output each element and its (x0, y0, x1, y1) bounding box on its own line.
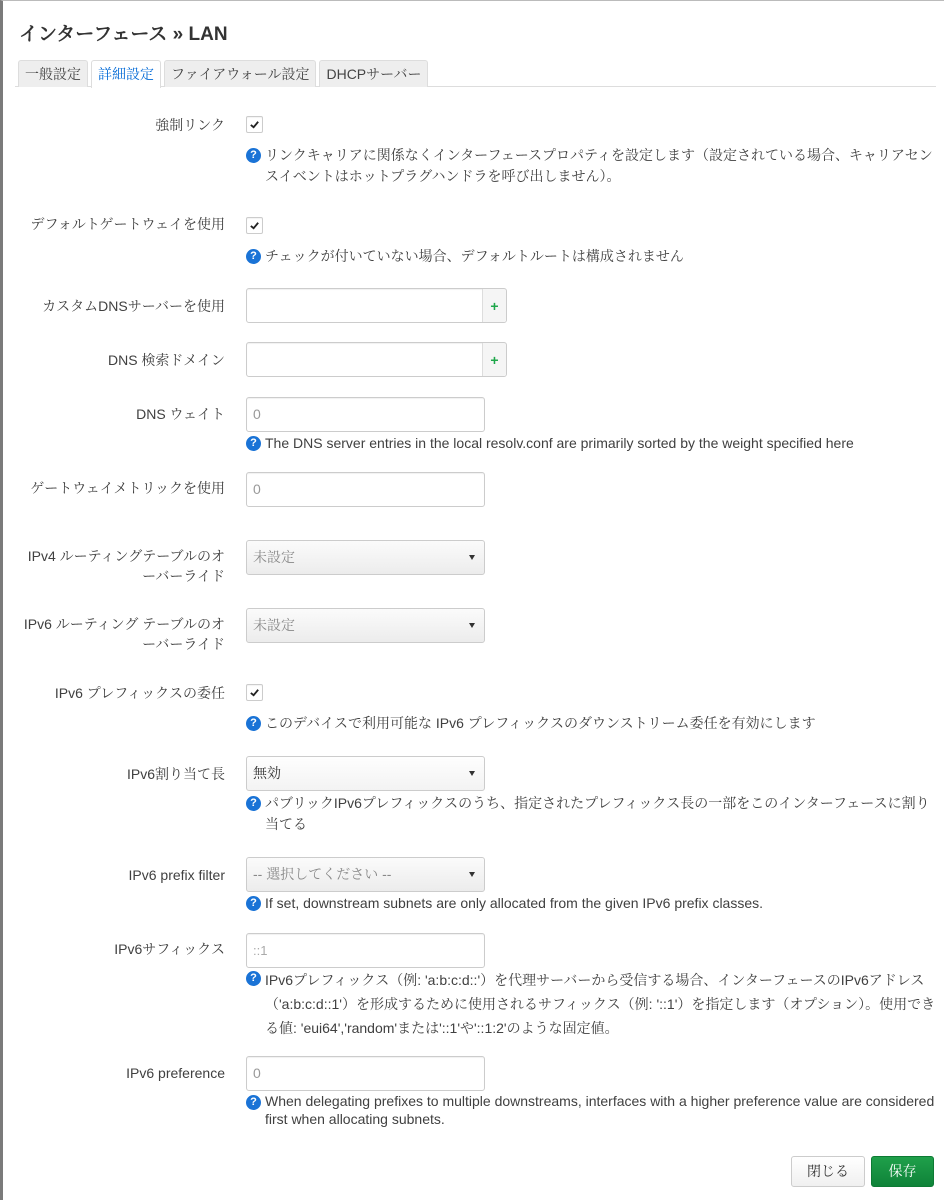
help-icon: ? (246, 796, 261, 811)
help-icon: ? (246, 436, 261, 451)
dns-search-input[interactable] (247, 343, 482, 376)
checkmark-icon (249, 220, 260, 231)
ipv4-table-select[interactable]: 未設定 (246, 540, 485, 575)
default-gateway-help: ? チェックが付いていない場合、デフォルトルートは構成されません (246, 246, 936, 267)
plus-icon: + (490, 351, 499, 368)
help-icon: ? (246, 1095, 261, 1110)
custom-dns-list (246, 288, 507, 323)
custom-dns-label: カスタムDNSサーバーを使用 (42, 298, 225, 314)
ipv6-table-select[interactable]: 未設定 (246, 608, 485, 643)
ipv6-prefix-filter-help: ? If set, downstream subnets are only allocated from the given IPv6 prefix classes. (246, 893, 936, 914)
page-title: インターフェース » LAN (19, 24, 228, 45)
dropdown-arrow-icon (469, 872, 475, 877)
dropdown-arrow-icon (469, 555, 475, 560)
ipv6-preference-input[interactable]: 0 (246, 1056, 485, 1091)
ipv6-preference-help: ? When delegating prefixes to multiple downstreams, interfaces with a higher preference value are considered first when allocating subnets. (246, 1092, 936, 1128)
tab-dhcp-server[interactable]: DHCPサーバー (319, 60, 428, 87)
dns-search-label: DNS 検索ドメイン (107, 352, 225, 368)
force-link-label: 強制リンク (155, 117, 225, 133)
ipv6-suffix-help: ? IPv6プレフィックス（例: 'a:b:c:d::'）を代理サーバーから受信する場合、インターフェースのIPv6アドレス（'a:b:c:d::1'）を形成するために使用されるサフィックス（例: '::1'）を指定します（オプション）。使用できる値: 'eui64','random'または'::1'や'::1:2'のような固定値。 (246, 968, 936, 1040)
checkmark-icon (249, 119, 260, 130)
help-icon: ? (246, 716, 261, 731)
dropdown-arrow-icon (469, 623, 475, 628)
add-dns-server-button[interactable] (482, 289, 506, 322)
ipv6-assign-help: ? パブリックIPv6プレフィックスのうち、指定されたプレフィックス長の一部をこのインターフェースに割り当てる (246, 793, 936, 835)
dns-weight-input[interactable]: 0 (246, 397, 485, 432)
tab-firewall[interactable]: ファイアウォール設定 (164, 60, 316, 87)
ipv6-prefix-filter-select[interactable]: -- 選択してください -- (246, 857, 485, 892)
ipv4-table-label: IPv4 ルーティングテーブルのオーバーライド (27, 548, 225, 584)
checkmark-icon (249, 687, 260, 698)
plus-icon: + (490, 297, 499, 314)
ipv6-preference-label: IPv6 preference (126, 1065, 225, 1081)
ipv6-prefix-filter-label: IPv6 prefix filter (128, 867, 225, 883)
ipv6-assign-label: IPv6割り当て長 (126, 766, 225, 782)
ipv6-delegate-help: ? このデバイスで利用可能な IPv6 プレフィックスのダウンストリーム委任を有効にします (246, 713, 936, 734)
default-gateway-checkbox[interactable] (246, 217, 263, 234)
default-gateway-label: デフォルトゲートウェイを使用 (30, 216, 225, 232)
help-icon: ? (246, 971, 261, 986)
help-icon: ? (246, 148, 261, 163)
dns-search-list (246, 342, 507, 377)
tab-advanced[interactable]: 詳細設定 (91, 60, 161, 88)
save-button[interactable]: 保存 (871, 1156, 934, 1187)
gateway-metric-input[interactable]: 0 (246, 472, 485, 507)
help-icon: ? (246, 249, 261, 264)
ipv6-assign-select[interactable]: 無効 (246, 756, 485, 791)
dns-weight-label: DNS ウェイト (136, 406, 225, 422)
ipv6-suffix-input[interactable]: ::1 (246, 933, 485, 968)
ipv6-delegate-checkbox[interactable] (246, 684, 263, 701)
tab-general[interactable]: 一般設定 (18, 60, 88, 87)
gateway-metric-label: ゲートウェイメトリックを使用 (30, 480, 225, 496)
add-search-domain-button[interactable] (482, 343, 506, 376)
tab-bar (15, 60, 936, 87)
ipv6-delegate-label: IPv6 プレフィックスの委任 (54, 685, 225, 701)
custom-dns-input[interactable] (247, 289, 482, 322)
close-button[interactable]: 閉じる (791, 1156, 865, 1187)
force-link-help: ? リンクキャリアに関係なくインターフェースプロパティを設定します（設定されている場合、キャリアセンスイベントはホットプラグハンドラを呼び出しません）。 (246, 145, 936, 187)
help-icon: ? (246, 896, 261, 911)
dns-weight-help: ? The DNS server entries in the local resolv.conf are primarily sorted by the weight specified here (246, 433, 936, 454)
ipv6-suffix-label: IPv6サフィックス (114, 941, 225, 957)
force-link-checkbox[interactable] (246, 116, 263, 133)
dropdown-arrow-icon (469, 771, 475, 776)
ipv6-table-label: IPv6 ルーティング テーブルのオーバーライド (23, 616, 225, 652)
